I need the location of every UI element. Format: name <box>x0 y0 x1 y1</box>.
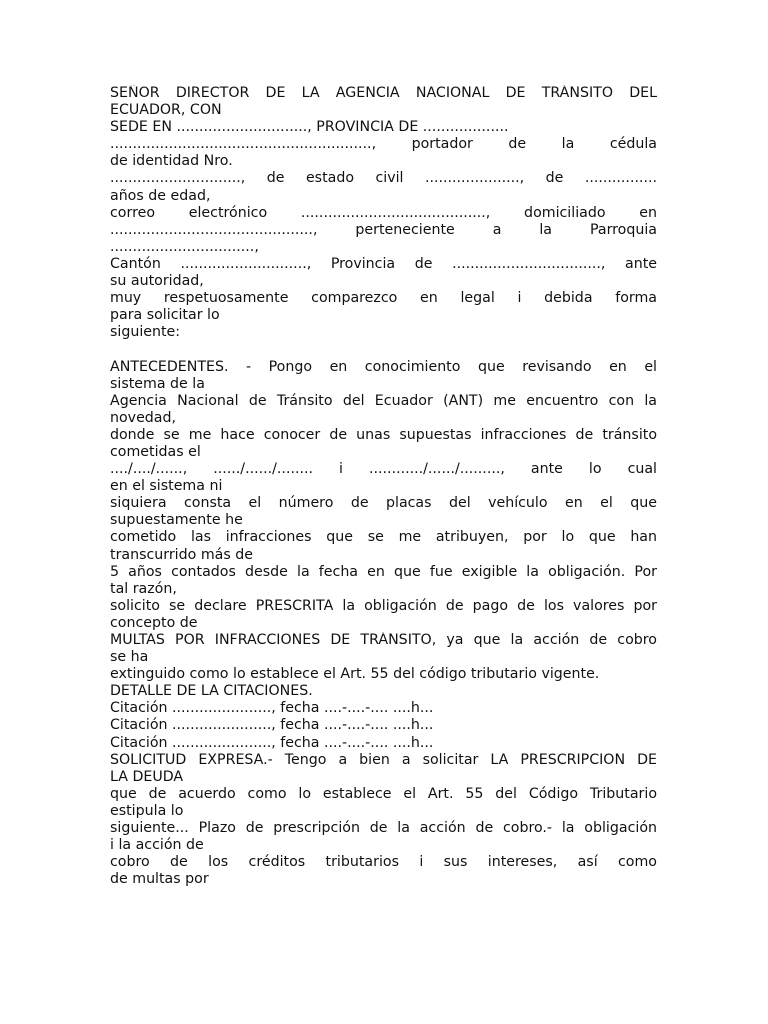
document-line: extinguido como lo establece el Art. 55 del código tributario vigente. <box>110 666 600 683</box>
document-line <box>110 341 657 358</box>
document-line: se ha <box>110 649 149 666</box>
document-line: SOLICITUD EXPRESA.- Tengo a bien a solicitar LA PRESCRIPCION DE <box>110 751 657 768</box>
document-line: DETALLE DE LA CITACIONES. <box>110 683 313 700</box>
document-line: tal razón, <box>110 580 177 597</box>
document-line: ANTECEDENTES. - Pongo en conocimiento que revisando en el <box>110 358 657 375</box>
document-line: correo electrónico ........................................., domiciliado en <box>110 204 657 221</box>
document-line: ................................, <box>110 238 259 255</box>
document-line: SEDE EN ............................., PROVINCIA DE ................... <box>110 119 509 136</box>
document-line: Agencia Nacional de Tránsito del Ecuador (ANT) me encuentro con la <box>110 392 657 409</box>
document-line: cometido las infracciones que se me atribuyen, por lo que han <box>110 529 657 546</box>
document-line: estipula lo <box>110 802 184 819</box>
document-line: ECUADOR, CON <box>110 102 222 119</box>
document-line: i la acción de <box>110 837 204 854</box>
document-line: SEÑOR DIRECTOR DE LA AGENCIA NACIONAL DE TRÁNSITO DEL <box>110 85 657 101</box>
document-line: novedad, <box>110 409 177 426</box>
document-line: que de acuerdo como lo establece el Art. 55 del Código Tributario <box>110 785 657 802</box>
document-line: para solicitar lo <box>110 307 220 324</box>
document-line: ............................................., perteneciente a la Parroquia <box>110 221 657 238</box>
document-line: sistema de la <box>110 375 205 392</box>
document-line: supuestamente he <box>110 512 243 529</box>
document-line: 5 años contados desde la fecha en que fue exigible la obligación. Por <box>110 563 657 580</box>
document-line: Citación ......................, fecha ....-....-.... ....h... <box>110 700 434 717</box>
document-line: .........................................................., portador de la cédula <box>110 136 657 153</box>
document-line: Citación ......................, fecha ....-....-.... ....h... <box>110 717 434 734</box>
document-line: siguiente: <box>110 324 181 341</box>
document-line: su autoridad, <box>110 273 204 290</box>
document-line: Citación ......................, fecha ....-....-.... ....h... <box>110 734 434 751</box>
document-line: donde se me hace conocer de unas supuestas infracciones de tránsito <box>110 426 657 443</box>
document-line: transcurrido más de <box>110 546 253 563</box>
document-line: de identidad Nro. <box>110 153 233 170</box>
document-line: en el sistema ni <box>110 478 223 495</box>
document-line: de multas por <box>110 871 209 888</box>
document-line: LA DEUDA <box>110 768 184 785</box>
document-line: siquiera consta el número de placas del vehículo en el que <box>110 495 657 512</box>
document-line: muy respetuosamente comparezco en legal i debida forma <box>110 290 657 307</box>
document-line: concepto de <box>110 614 198 631</box>
document-line: ..../..../......, ....../....../........ i ............/....../........., ante lo cual <box>110 461 657 478</box>
document-line: siguiente... Plazo de prescripción de la acción de cobro.- la obligación <box>110 820 657 837</box>
document-line: cometidas el <box>110 443 201 460</box>
document-line: MULTAS POR INFRACCIONES DE TRÁNSITO, ya que la acción de cobro <box>110 632 657 648</box>
document-line: solicito se declare PRESCRITA la obligación de pago de los valores por <box>110 597 657 614</box>
document-line: ............................., de estado civil ....................., de ................ <box>110 170 657 187</box>
document-line: cobro de los créditos tributarios i sus intereses, así como <box>110 854 657 871</box>
document-line: Cantón ............................, Provincia de ................................., ante <box>110 255 657 272</box>
document-page <box>110 85 657 888</box>
document-line: años de edad, <box>110 187 211 204</box>
